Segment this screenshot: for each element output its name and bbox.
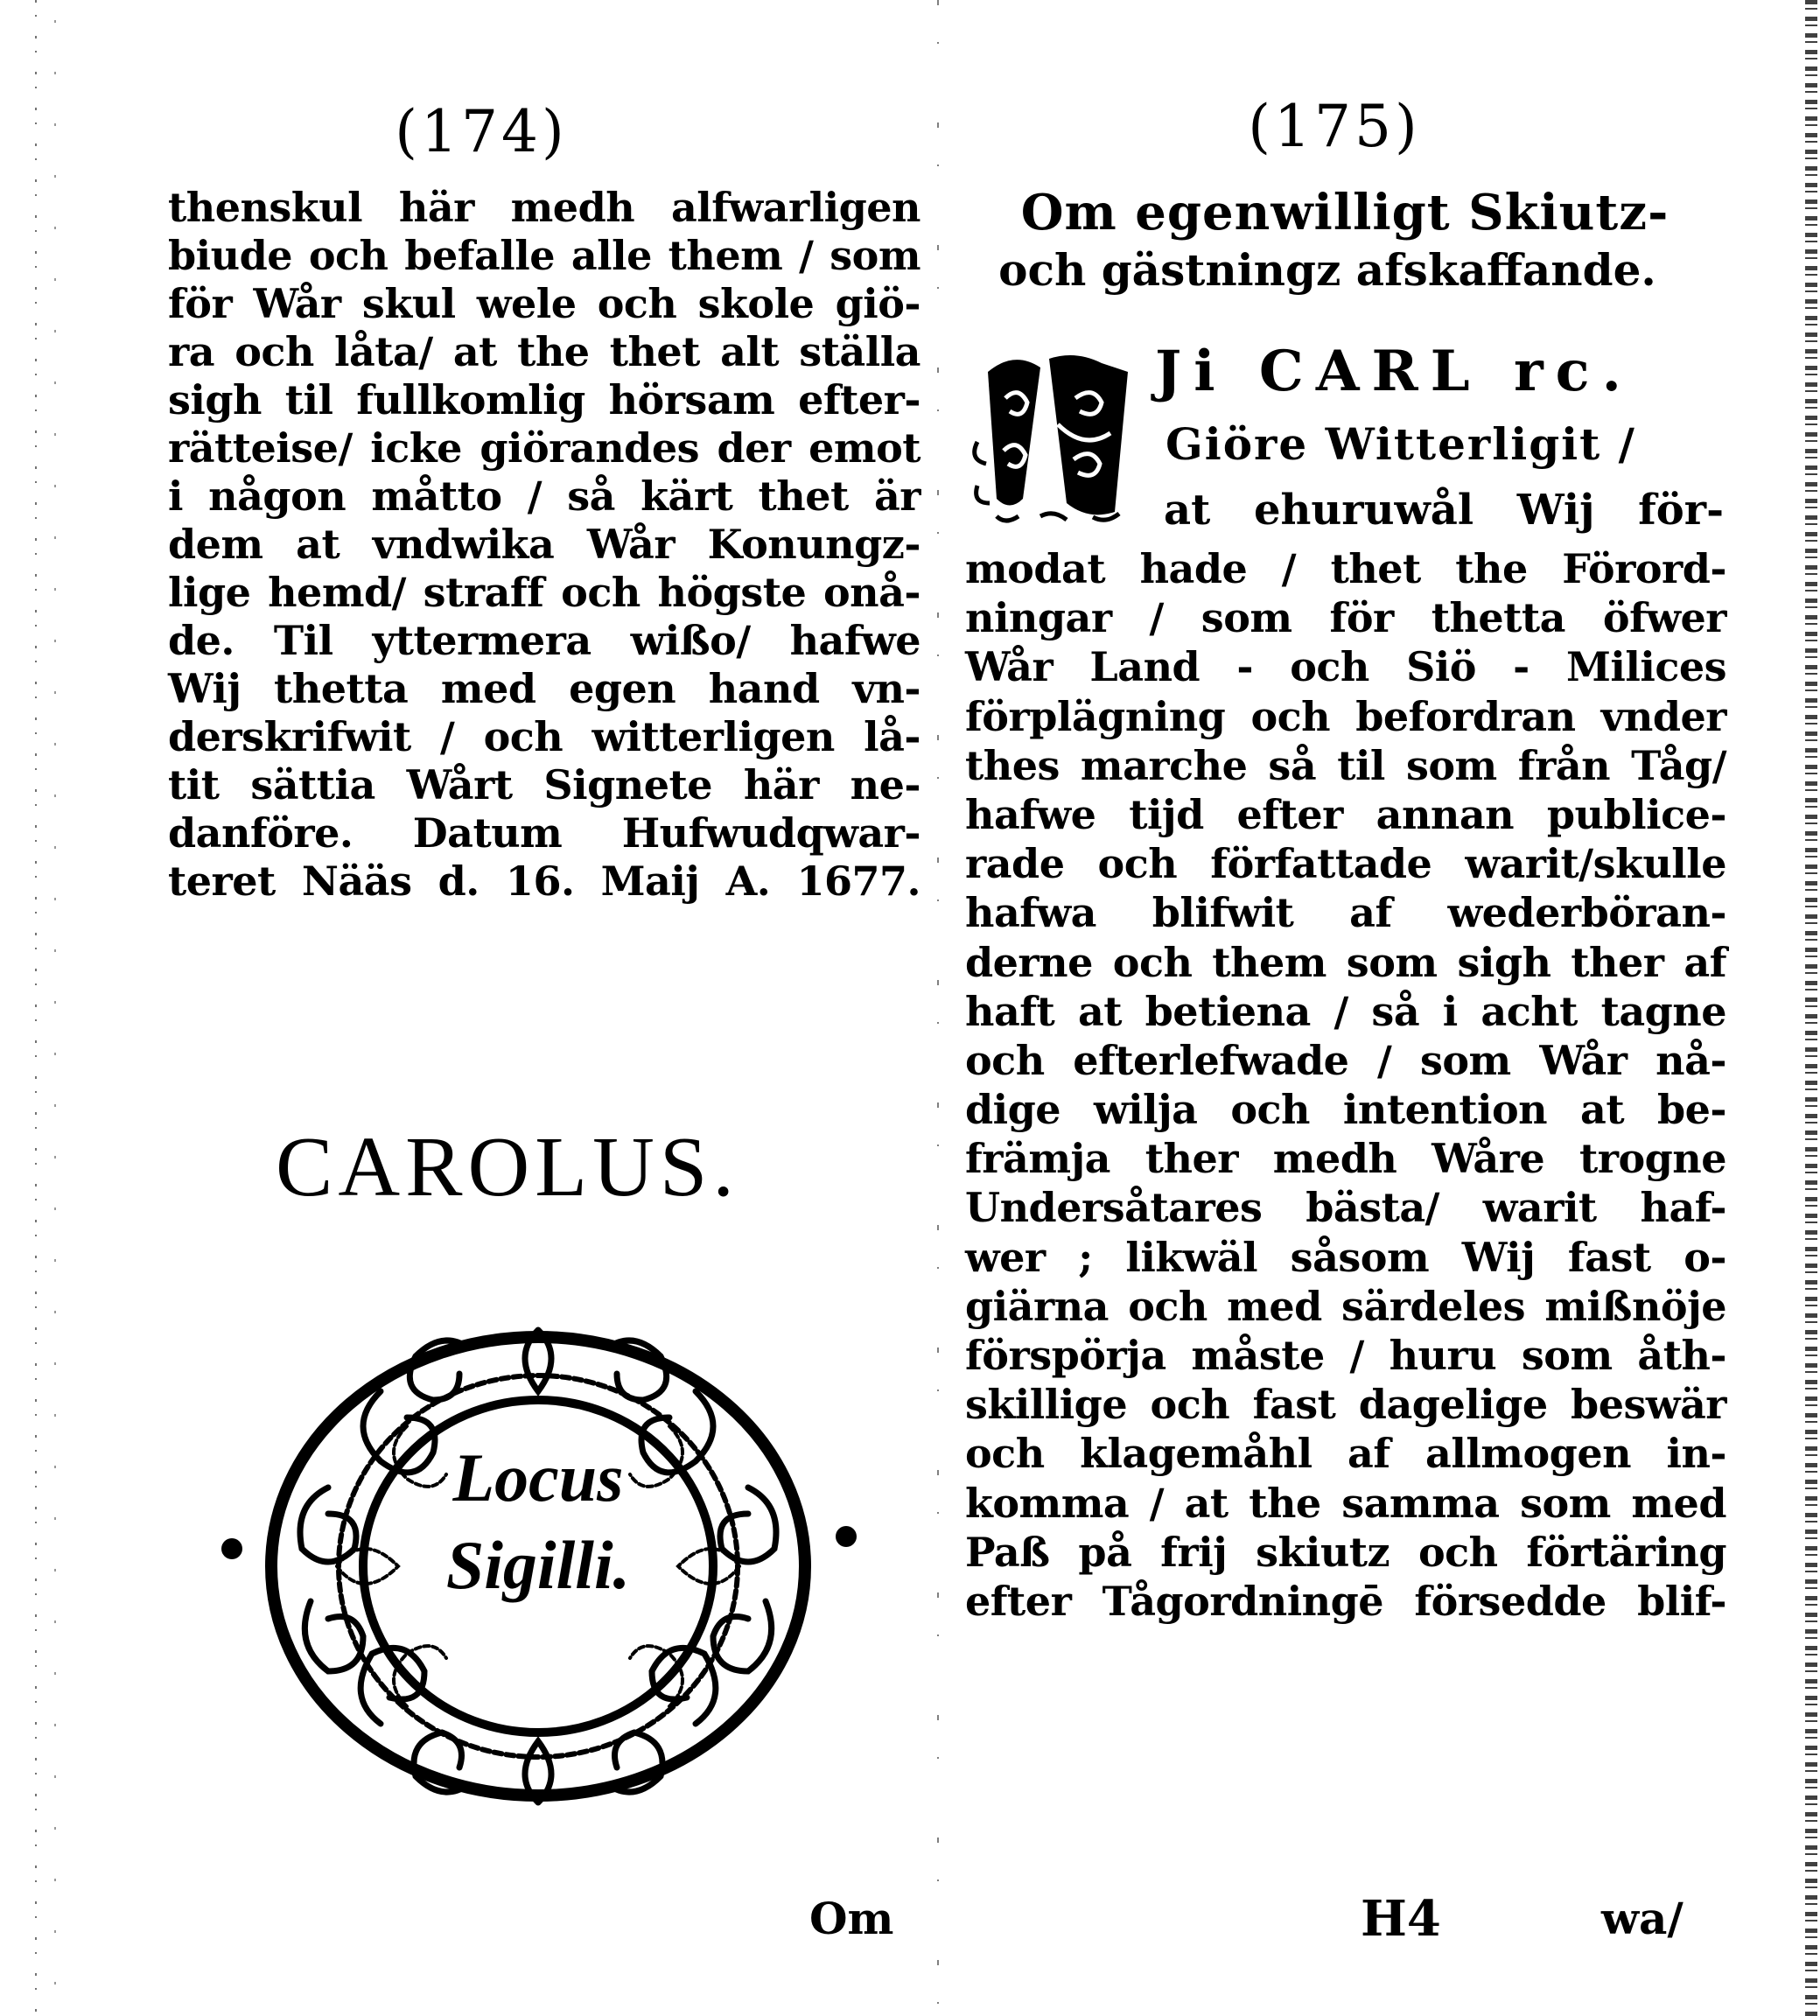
text-line: derne och them som sigh ther af bbox=[965, 938, 1726, 986]
text-line: förspörja måste / huru som åth- bbox=[965, 1332, 1726, 1379]
text-line: tit sättia Wårt Signete här ne- bbox=[168, 761, 920, 808]
text-line: skillige och fast dagelige beswär bbox=[965, 1381, 1726, 1429]
text-line: danföre. Datum Hufwudqwar- bbox=[168, 809, 920, 857]
seal-text-locus: Locus bbox=[452, 1439, 624, 1516]
chapter-title-line-1: Om egenwilligt Skiutz- bbox=[1020, 184, 1670, 242]
text-line: thes marche så til som från Tåg/ bbox=[965, 741, 1726, 789]
decorated-initial-w-icon bbox=[970, 346, 1145, 525]
left-page-body bbox=[168, 184, 920, 906]
right-page bbox=[958, 0, 1728, 2016]
seal-ornament bbox=[206, 1312, 871, 1820]
royal-signature: CAROLUS. bbox=[276, 1120, 739, 1214]
text-line: Undersåtares bästa/ warit haf- bbox=[965, 1184, 1726, 1232]
right-catchword: wa/ bbox=[1601, 1893, 1684, 1944]
left-page-number: (174) bbox=[395, 98, 568, 165]
opening-line-2: Giöre Witterligit / bbox=[1166, 418, 1636, 470]
opening-line-3: at ehuruwål Wij för- bbox=[1164, 486, 1724, 535]
left-page bbox=[158, 0, 928, 2016]
text-line: haft at betiena / så i acht tagne bbox=[965, 987, 1726, 1035]
text-line: rätteise/ icke giörandes der emot bbox=[168, 424, 920, 472]
text-line: dem at vndwika Wår Konungz- bbox=[168, 521, 920, 568]
text-line: lige hemd/ straff och högste onå- bbox=[168, 569, 920, 616]
left-catchword: Om bbox=[809, 1893, 894, 1944]
text-line: rade och författade warit/skulle bbox=[965, 840, 1726, 888]
text-line: modat hade / thet the Förord- bbox=[965, 545, 1726, 592]
text-line: ra och låta/ at the thet alt ställa bbox=[168, 328, 920, 375]
book-gutter bbox=[937, 0, 939, 2016]
text-line: Paß på frij skiutz och förtäring bbox=[965, 1528, 1726, 1576]
text-line: och efterlefwade / som Wår nå- bbox=[965, 1036, 1726, 1084]
text-line: främja ther medh Wåre trogne bbox=[965, 1135, 1726, 1183]
text-line: sigh til fullkomlig hörsam efter- bbox=[168, 376, 920, 424]
text-line: Wår Land - och Siö - Milices bbox=[965, 643, 1726, 691]
text-line: giärna och med särdeles mißnöje bbox=[965, 1282, 1726, 1330]
right-page-body bbox=[965, 544, 1726, 1626]
scan-edge-right bbox=[1805, 0, 1817, 2016]
seal-text-sigilli: Sigilli. bbox=[445, 1527, 631, 1603]
text-line: wer ; likwäl såsom Wij fast o- bbox=[965, 1233, 1726, 1281]
text-line: förplägning och befordran vnder bbox=[965, 692, 1726, 740]
text-line: hafwe tijd efter annan publice- bbox=[965, 790, 1726, 838]
scan-edge-left bbox=[35, 0, 37, 2016]
text-line: efter Tågordningē försedde blif- bbox=[965, 1577, 1726, 1625]
text-line: hafwa blifwit af wederböran- bbox=[965, 889, 1726, 937]
text-line: thenskul här medh alfwarligen bbox=[168, 184, 920, 231]
chapter-title-line-2: och gästningz afskaffande. bbox=[998, 244, 1656, 296]
text-line: derskrifwit / och witterligen lå- bbox=[168, 713, 920, 760]
opening-line-1: Ji CARL rc. bbox=[1155, 339, 1634, 404]
text-line: teret Nääs d. 16. Maij A. 1677. bbox=[168, 858, 920, 905]
text-line: de. Til yttermera wißo/ hafwe bbox=[168, 617, 920, 664]
text-line: för Wår skul wele och skole giö- bbox=[168, 280, 920, 327]
text-line: komma / at the samma som med bbox=[965, 1479, 1726, 1527]
scan-edge-left-inner bbox=[54, 0, 56, 2016]
text-line: ningar / som för thetta öfwer bbox=[965, 594, 1726, 642]
text-line: biude och befalle alle them / som bbox=[168, 232, 920, 279]
text-line: Wij thetta med egen hand vn- bbox=[168, 665, 920, 712]
text-line: och klagemåhl af allmogen in- bbox=[965, 1430, 1726, 1478]
text-line: dige wilja och intention at be- bbox=[965, 1086, 1726, 1134]
right-page-number: (175) bbox=[1248, 93, 1421, 160]
printer-signature-mark: H4 bbox=[1361, 1890, 1441, 1948]
text-line: i någon måtto / så kärt thet är bbox=[168, 472, 920, 520]
chapter-title bbox=[969, 182, 1721, 298]
